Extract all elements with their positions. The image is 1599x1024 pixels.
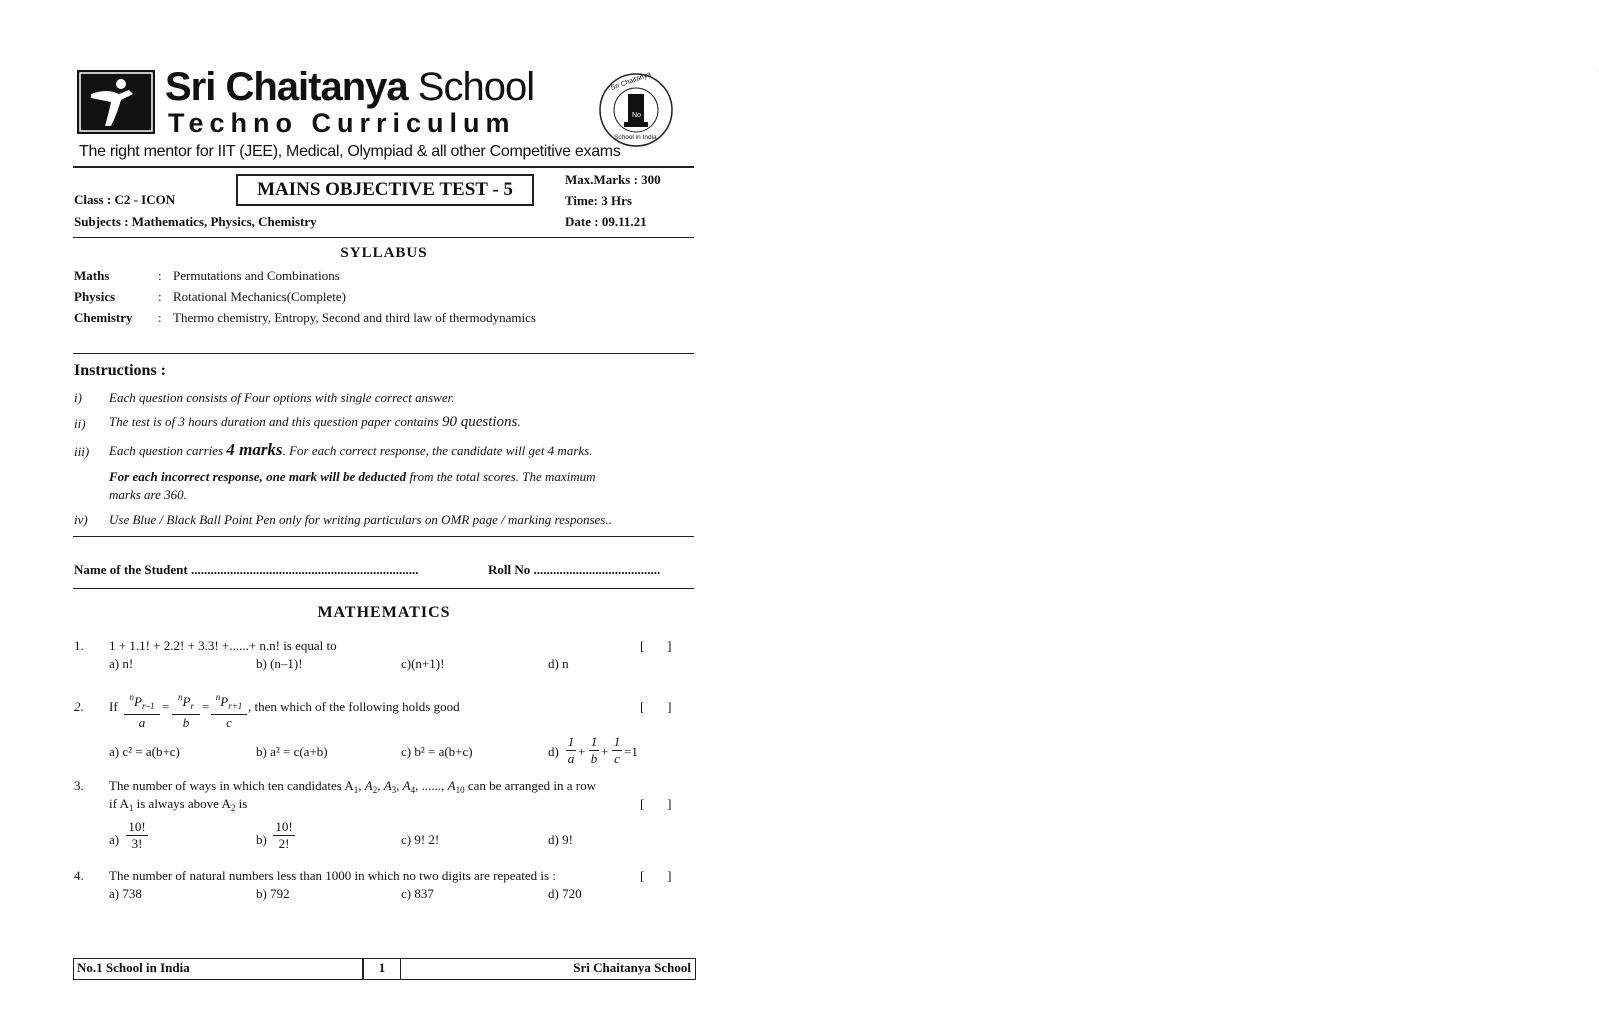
option-d[interactable] <box>548 735 658 771</box>
instruction-num: iv) <box>74 512 88 527</box>
question-number: 2. <box>74 699 84 714</box>
subscript: 2 <box>372 785 378 795</box>
syllabus-sep: : <box>158 289 162 304</box>
frac-pre: n <box>178 692 183 702</box>
instruction-num: i) <box>74 390 82 405</box>
instruction-num: iii) <box>74 444 90 459</box>
option-a[interactable]: a) n! <box>109 656 134 671</box>
q3-text: if A <box>109 796 129 811</box>
instructions-rule <box>73 536 694 537</box>
seal-number: 1 <box>1598 72 1599 73</box>
subscript: 2 <box>230 803 236 813</box>
footer-bar <box>73 958 696 980</box>
fraction <box>124 690 160 730</box>
frac-den: b <box>590 751 598 766</box>
student-name-field[interactable]: Name of the Student ...................................................................... <box>74 562 419 577</box>
frac-den: c <box>614 751 620 766</box>
instruction-text <box>109 469 596 485</box>
date-label: Date : 09.11.21 <box>565 214 647 229</box>
max-marks: Max.Marks : 300 <box>565 172 661 187</box>
plus-sign: + <box>578 744 586 759</box>
option-b[interactable]: b) a² = c(a+b) <box>256 744 328 759</box>
question-number: 3. <box>74 778 84 793</box>
syllabus-rule <box>73 353 694 354</box>
question-number: 4. <box>74 868 84 883</box>
syllabus-subject: Maths <box>74 268 110 283</box>
option-b[interactable] <box>256 818 316 858</box>
footer-divider <box>400 959 401 979</box>
syllabus-sep: : <box>158 310 162 325</box>
frac-num: 10! <box>128 819 146 834</box>
option-d[interactable]: d) 9! <box>548 832 573 847</box>
instruction-part: The test is of 3 hours duration and this question paper contains <box>109 414 442 429</box>
syllabus-heading: SYLLABUS <box>340 245 428 261</box>
instruction-text: Each question consists of Four options with single correct answer. <box>109 390 455 405</box>
equals-sign: = <box>202 699 210 714</box>
var-a: A <box>447 778 456 793</box>
equals-sign: = <box>162 699 170 714</box>
test-title: MAINS OBJECTIVE TEST - 5 <box>257 179 513 200</box>
instruction-text: marks are 360. <box>109 487 187 502</box>
q3-text: The number of ways in which ten candidates A <box>109 778 354 793</box>
subjects-label: Subjects : Mathematics, Physics, Chemistry <box>74 214 317 229</box>
fraction <box>211 690 247 730</box>
comma: , <box>358 778 365 793</box>
seal-top-text: Sri Chaitanya <box>610 71 652 92</box>
fraction <box>566 735 576 766</box>
question-text <box>109 796 247 813</box>
option-b[interactable]: b) 792 <box>256 886 290 901</box>
option-label: d) <box>548 744 559 759</box>
question-text: If <box>109 699 118 714</box>
header-rule <box>73 166 694 168</box>
plus-sign: + <box>601 744 609 759</box>
section-heading: MATHEMATICS <box>317 604 451 621</box>
frac-sub: r <box>190 701 194 711</box>
option-d[interactable]: d) n <box>548 656 569 671</box>
instruction-part: . <box>517 414 521 429</box>
subscript: 1 <box>353 785 359 795</box>
frac-main: P <box>220 694 229 709</box>
footer-left: No.1 School in India <box>77 960 190 975</box>
brand-title <box>165 64 534 110</box>
instructions-heading: Instructions : <box>74 362 167 379</box>
seal-no: No <box>632 112 641 119</box>
option-a[interactable] <box>109 818 169 858</box>
footer-right: Sri Chaitanya School <box>573 960 691 975</box>
instruction-part: from the total scores. The maximum <box>406 469 596 484</box>
comma: , <box>396 778 403 793</box>
subscript: 10 <box>455 785 465 795</box>
option-b[interactable]: b) (n–1)! <box>256 656 303 671</box>
equals-one: =1 <box>624 744 638 759</box>
ellipsis: , ......, <box>415 778 448 793</box>
brand-subtitle: Techno Curriculum <box>168 108 516 138</box>
question-text: 1 + 1.1! + 2.2! + 3.3! +......+ n.n! is equal to <box>109 638 337 653</box>
instruction-text <box>109 440 592 460</box>
option-c[interactable]: c) 9! 2! <box>401 832 440 847</box>
frac-den: 2! <box>278 836 290 851</box>
brand-name: Sri Chaitanya <box>165 65 408 109</box>
frac-pre: n <box>129 692 135 702</box>
option-a[interactable]: a) c² = a(b+c) <box>109 744 180 759</box>
frac-sub: r–1 <box>141 701 155 711</box>
instruction-emphasis: 4 marks <box>226 440 283 459</box>
instruction-text <box>109 414 521 431</box>
student-rule <box>73 588 694 589</box>
frac-sub: r+1 <box>228 701 243 711</box>
frac-pre: n <box>215 692 221 702</box>
page-number: 1 <box>378 960 386 975</box>
seal-bottom-text: School in India <box>614 134 657 141</box>
syllabus-topic: Permutations and Combinations <box>173 268 340 283</box>
frac-num: 1 <box>590 734 598 749</box>
school-logo <box>77 70 155 134</box>
option-label: a) <box>109 832 120 847</box>
info-rule <box>73 237 694 238</box>
question-text: The number of natural numbers less than 1000 in which no two digits are repeated is : <box>109 868 556 883</box>
answer-bracket[interactable]: [ ] <box>640 868 672 883</box>
var-a: A <box>402 778 411 793</box>
option-label: b) <box>256 832 267 847</box>
roll-no-field[interactable]: Roll No ....................................... <box>488 562 661 577</box>
subscript: 4 <box>410 785 416 795</box>
instruction-bold: For each incorrect response, one mark will be deducted <box>109 469 407 484</box>
question-text <box>109 778 596 795</box>
school-seal <box>598 71 1599 148</box>
brand-school: School <box>417 65 535 109</box>
frac-den: c <box>226 715 232 730</box>
class-label: Class : C2 - ICON <box>74 192 176 207</box>
frac-den: a <box>567 751 575 766</box>
option-c[interactable]: c) b² = a(b+c) <box>401 744 473 759</box>
frac-num: 1 <box>613 734 621 749</box>
comma: , <box>377 778 384 793</box>
instruction-part: 90 questions <box>441 414 518 430</box>
instruction-part: Each question carries <box>109 443 227 458</box>
syllabus-sep: : <box>158 268 162 283</box>
tagline: The right mentor for IIT (JEE), Medical, Olympiad & all other Competitive exams <box>79 143 621 160</box>
answer-bracket[interactable]: [ ] <box>640 638 672 653</box>
subscript: 1 <box>128 803 134 813</box>
instruction-text: Use Blue / Black Ball Point Pen only for writing particulars on OMR page / marking responses.. <box>109 512 612 527</box>
instruction-num: ii) <box>74 416 86 431</box>
syllabus-topic: Thermo chemistry, Entropy, Second and third law of thermodynamics <box>173 310 536 325</box>
fraction <box>172 690 200 730</box>
question-number: 1. <box>74 638 84 653</box>
runner-icon <box>77 70 155 134</box>
syllabus-topic: Rotational Mechanics(Complete) <box>173 289 346 304</box>
q3-text: is always above A <box>133 796 231 811</box>
fraction <box>126 820 148 851</box>
fraction <box>273 820 295 851</box>
instruction-part: . For each correct response, the candidate will get 4 marks. <box>282 443 593 458</box>
question-text: , then which of the following holds good <box>248 699 460 714</box>
frac-den: b <box>182 715 190 730</box>
subscript: 3 <box>391 785 397 795</box>
q3-text: is <box>235 796 248 811</box>
option-c[interactable]: c) 837 <box>401 886 434 901</box>
frac-den: a <box>138 715 146 730</box>
frac-num: 1 <box>567 734 575 749</box>
syllabus-subject: Physics <box>74 289 116 304</box>
var-a: A <box>364 778 373 793</box>
option-d[interactable]: d) 720 <box>548 886 582 901</box>
q3-text: can be arranged in a row <box>464 778 596 793</box>
answer-bracket[interactable]: [ ] <box>640 796 672 811</box>
test-title-box <box>236 174 534 206</box>
time-label: Time: 3 Hrs <box>565 193 632 208</box>
frac-main: P <box>134 694 142 709</box>
frac-num: 10! <box>275 819 293 834</box>
option-a[interactable]: a) 738 <box>109 886 142 901</box>
fraction <box>612 735 622 766</box>
frac-main: P <box>182 694 191 709</box>
var-a: A <box>383 778 392 793</box>
syllabus-subject: Chemistry <box>74 310 133 325</box>
answer-bracket[interactable]: [ ] <box>640 699 672 714</box>
frac-den: 3! <box>131 836 143 851</box>
fraction <box>589 735 599 766</box>
option-c[interactable]: c)(n+1)! <box>401 656 445 671</box>
